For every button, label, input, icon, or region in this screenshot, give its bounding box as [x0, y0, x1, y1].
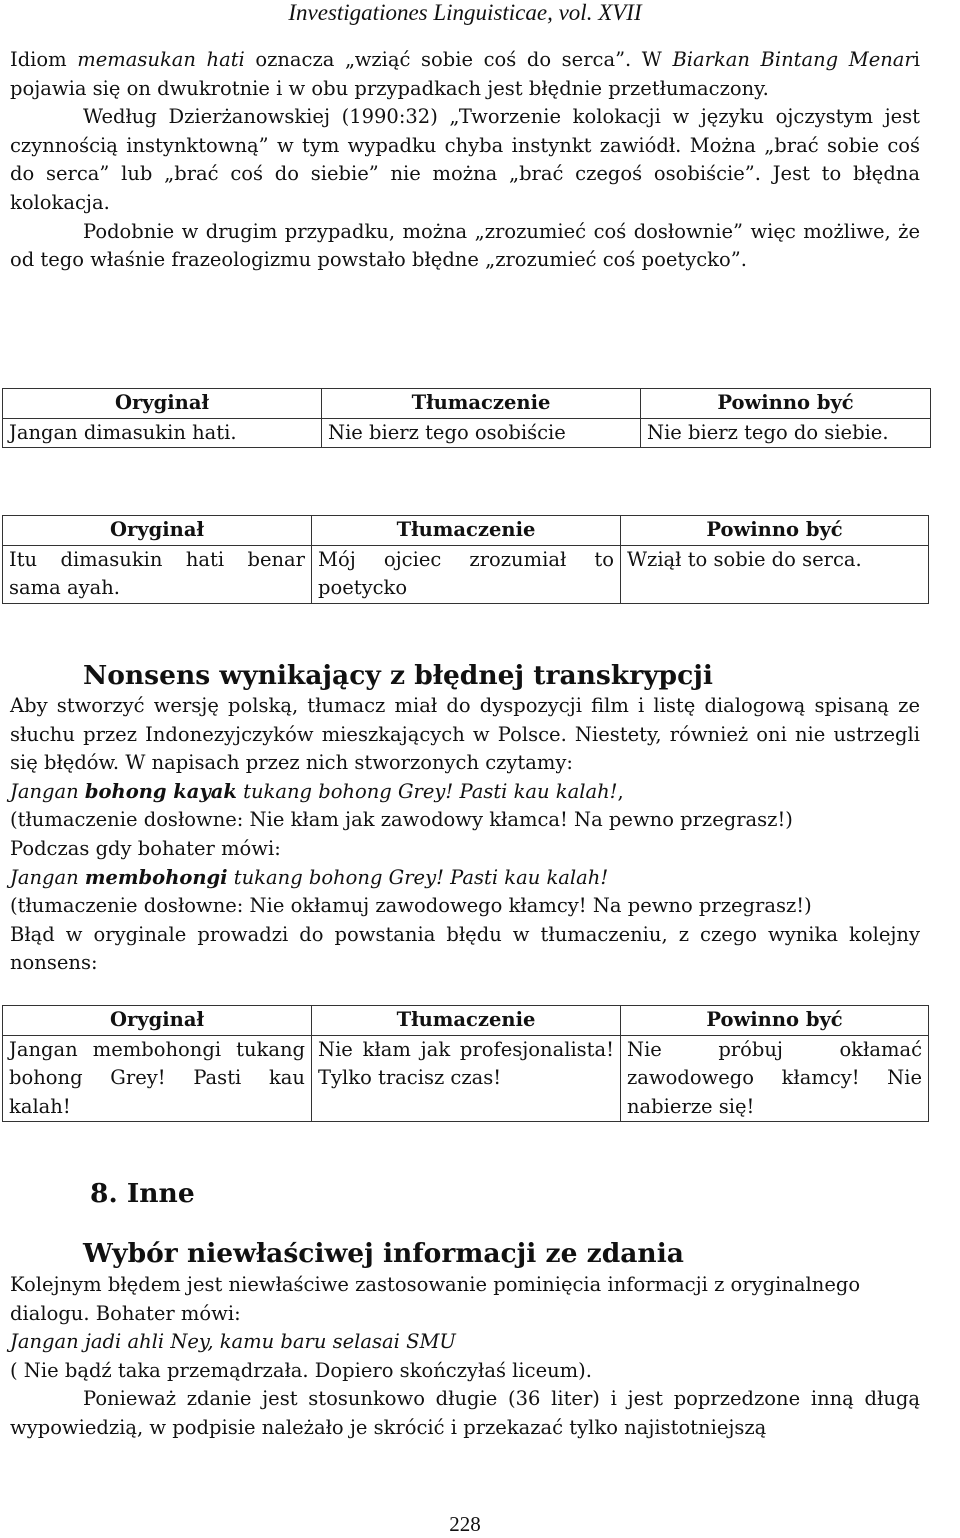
paragraph-hero-says: Podczas gdy bohater mówi:: [10, 836, 281, 860]
table-cell-translation: Nie kłam jak profesjonalista! Tylko tracisz czas!: [312, 1035, 621, 1122]
text-run: ,: [617, 779, 624, 803]
paragraph-collocation: Według Dzierżanowskiej (1990:32) „Tworzenie kolokacji w języku ojczystym jest czynnością instynktowną” w tym wypadku chyba instynkt zawiódł. Można „brać sobie coś do serca” lub „brać coś do siebie” nie można „brać czegoś osobiście”. Jest to błędna kolokacja.: [10, 105, 920, 214]
column-header-translation: Tłumaczenie: [312, 516, 621, 546]
literal-translation-1: (tłumaczenie dosłowne: Nie kłam jak zawodowy kłamca! Na pewno przegrasz!): [10, 808, 793, 832]
italic-term: memasukan hati: [77, 48, 245, 71]
quote-run: Jangan: [10, 865, 85, 889]
translation-table-3: [2, 1005, 929, 1122]
translation-table-1: [2, 388, 931, 448]
table-row: [3, 418, 931, 448]
text-run: i pojawia się on dwukrotnie i w obu przypadkach jest błędnie przetłumaczony.: [10, 48, 920, 100]
quote-dialogue: [10, 1328, 920, 1357]
section-information: [10, 1271, 920, 1443]
text-run: oznacza „wziąć sobie coś do serca”. W: [244, 48, 673, 71]
table-cell-original: Jangan membohongi tukang bohong Grey! Pasti kau kalah!: [3, 1035, 312, 1122]
paragraph-intro: Aby stworzyć wersję polską, tłumacz miał do dyspozycji film i listę dialogową spisaną ze słuchu przez Indonezyjczyków mieszkających w Polsce. Niestety, również oni nie ustrzegli się błędów. W napisach przez nich stworzonych czytamy:: [10, 694, 920, 775]
column-header-original: Oryginał: [3, 516, 312, 546]
section-number-heading: 8. Inne: [90, 1178, 195, 1209]
table-header-row: [3, 516, 929, 546]
column-header-translation: Tłumaczenie: [312, 1006, 621, 1036]
section-transcription: [10, 692, 920, 978]
table-cell-original: Itu dimasukin hati benar sama ayah.: [3, 545, 312, 603]
column-header-should-be: Powinno być: [621, 1006, 929, 1036]
quote-spoken: [10, 864, 920, 893]
table-cell-original: Jangan dimasukin hati.: [3, 418, 322, 448]
table-cell-translation: Nie bierz tego osobiście: [322, 418, 641, 448]
quote-run: Jangan: [10, 779, 85, 803]
column-header-translation: Tłumaczenie: [322, 389, 641, 419]
table-header-row: [3, 389, 931, 419]
column-header-should-be: Powinno być: [621, 516, 929, 546]
table-cell-should-be: Wziął to sobie do serca.: [621, 545, 929, 603]
section-heading-information: Wybór niewłaściwej informacji ze zdania: [83, 1238, 684, 1269]
running-header: Investigationes Linguisticae, vol. XVII: [288, 0, 642, 25]
column-header-original: Oryginał: [3, 389, 322, 419]
quote-emphasis: membohongi: [84, 865, 228, 889]
table-cell-should-be: Nie bierz tego do siebie.: [641, 418, 931, 448]
column-header-original: Oryginał: [3, 1006, 312, 1036]
paragraph-omission: Kolejnym błędem jest niewłaściwe zastosowanie pominięcia informacji z oryginalnego dialogu. Bohater mówi:: [10, 1273, 861, 1325]
table-cell-should-be: Nie próbuj okłamać zawodowego kłamcy! Nie nabierze się!: [621, 1035, 929, 1122]
paragraph-similar-case: Podobnie w drugim przypadku, można „zrozumieć coś dosłownie” więc możliwe, że od tego właśnie frazeologizmu powstało błędne „zrozumieć coś poetycko”.: [10, 219, 920, 272]
table-header-row: [3, 1006, 929, 1036]
paragraph-length: Ponieważ zdanie jest stosunkowo długie (36 liter) i jest poprzedzone inną długą wypowiedzią, w podpisie należało je skrócić i przekazać tylko najistotniejszą: [10, 1387, 920, 1439]
quote-emphasis: bohong kayak: [84, 779, 237, 803]
section-idiom-discussion: [10, 46, 920, 275]
text-run: Idiom: [10, 48, 78, 71]
italic-title: Biarkan Bintang Menar: [672, 48, 914, 71]
quote-translation: ( Nie bądź taka przemądrzała. Dopiero skończyłaś liceum).: [10, 1358, 592, 1382]
paragraph-outro: Błąd w oryginale prowadzi do powstania błędu w tłumaczeniu, z czego wynika kolejny nonsens:: [10, 922, 920, 975]
quote-run: tukang bohong Grey! Pasti kau kalah!: [236, 779, 618, 803]
translation-table-2: [2, 515, 929, 604]
table-cell-translation: Mój ojciec zrozumiał to poetycko: [312, 545, 621, 603]
literal-translation-2: (tłumaczenie dosłowne: Nie okłamuj zawodowego kłamcy! Na pewno przegrasz!): [10, 894, 812, 918]
table-row: [3, 1035, 929, 1122]
paragraph-idiom: [10, 46, 920, 103]
column-header-should-be: Powinno być: [641, 389, 931, 419]
page-number: 228: [449, 1512, 481, 1536]
quote-run: tukang bohong Grey! Pasti kau kalah!: [227, 865, 609, 889]
quote-subtitle: [10, 778, 920, 807]
section-heading-transcription: Nonsens wynikający z błędnej transkrypcji: [83, 660, 713, 691]
table-row: [3, 545, 929, 603]
quote-run: Jangan jadi ahli Ney, kamu baru selasai SMU: [10, 1330, 456, 1354]
